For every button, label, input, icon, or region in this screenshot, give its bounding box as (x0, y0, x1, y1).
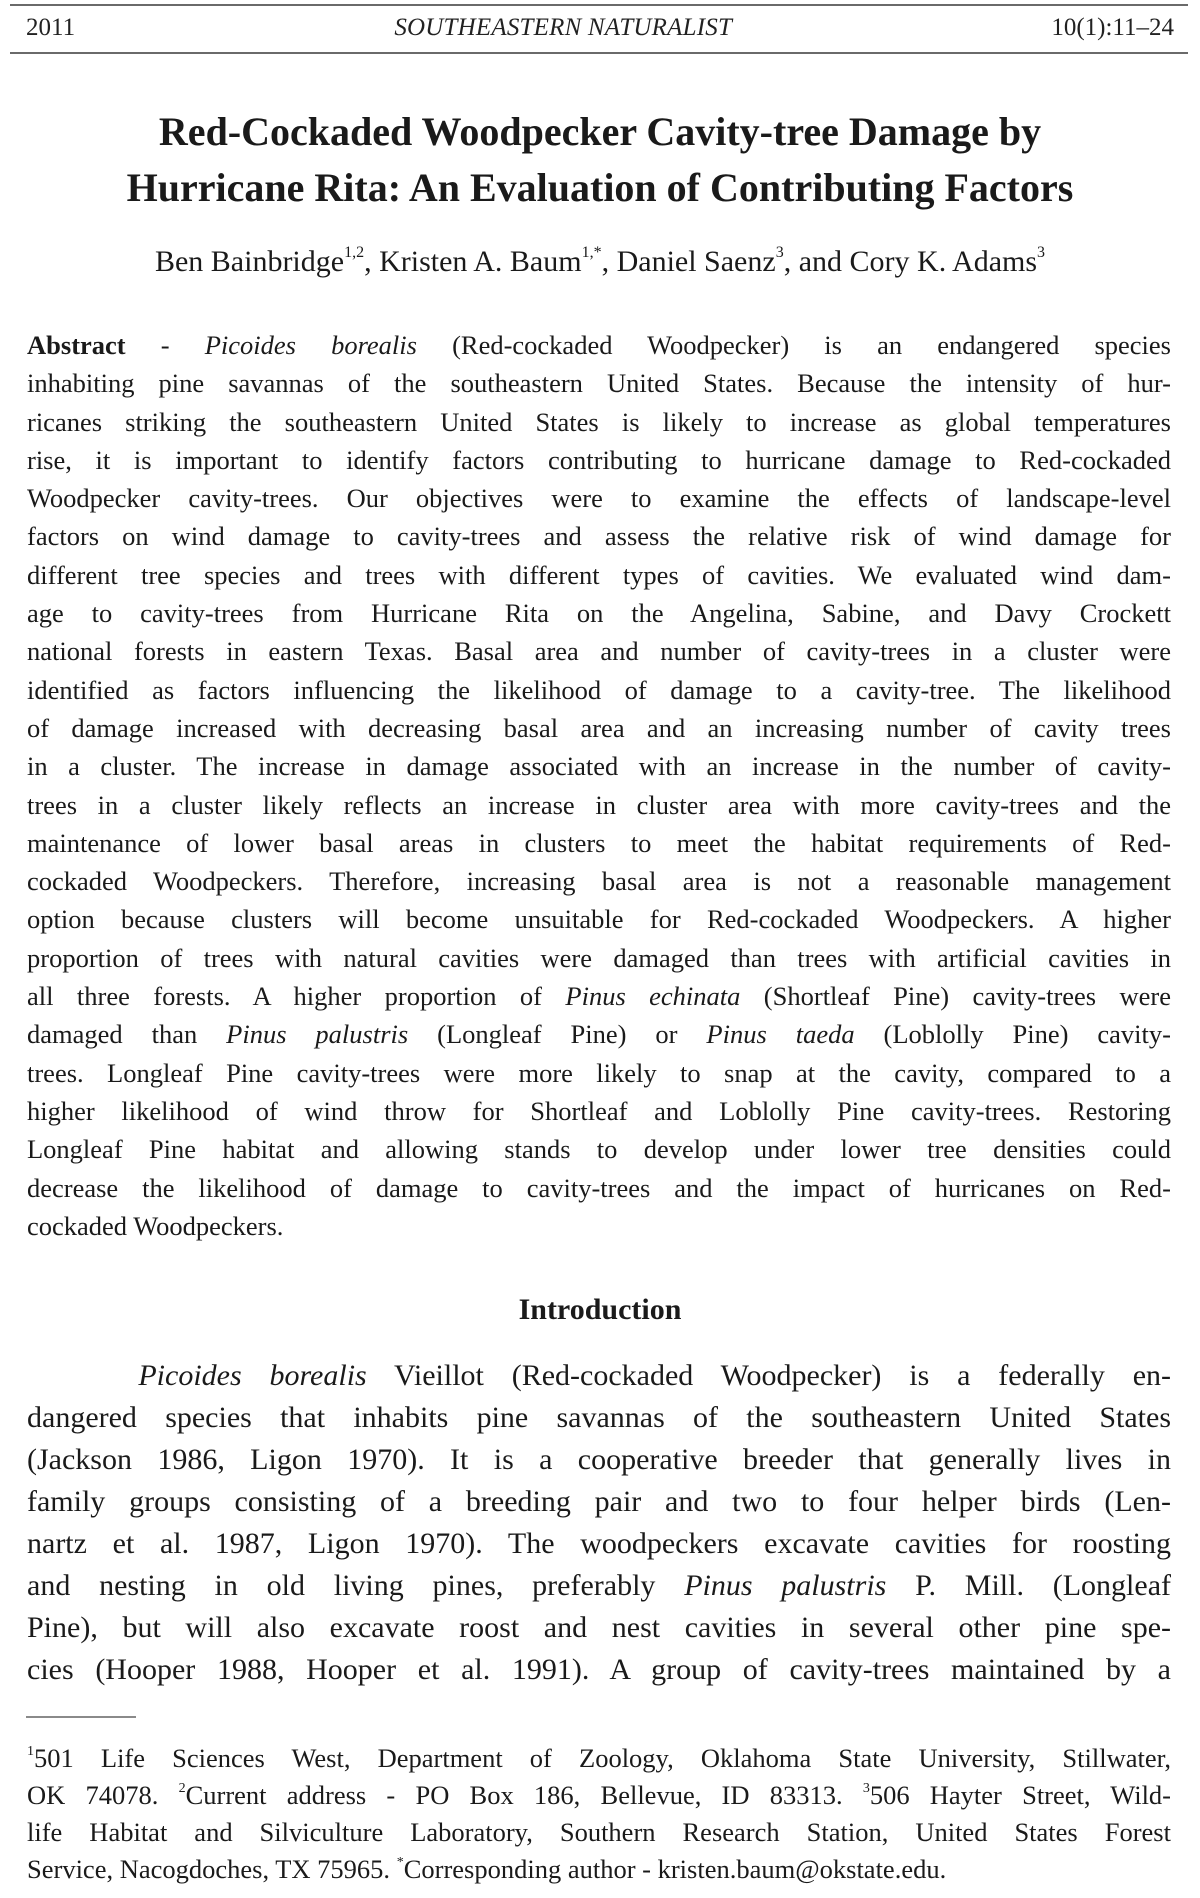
abstract-line (27, 1169, 1171, 1207)
abstract-label: Abstract (27, 330, 126, 360)
title-line-2: Hurricane Rita: An Evaluation of Contributing Factors (126, 165, 1074, 210)
running-head (26, 10, 1174, 46)
text-run: higher likelihood of wind throw for Shortleaf and Loblolly Pine cavity-trees. Restoring (27, 1095, 1171, 1126)
text-run: decrease the likelihood of damage to cavity-trees and the impact of hurricanes on Red- (27, 1172, 1171, 1203)
text-run: option because clusters will become unsuitable for Red-cockaded Woodpeckers. A higher (27, 904, 1171, 935)
abstract-line (27, 326, 1171, 364)
footnote-line (27, 1740, 1171, 1777)
abstract-line (27, 594, 1171, 632)
introduction-line (27, 1481, 1171, 1523)
text-run: national forests in eastern Texas. Basal area and number of cavity-trees in a cluster were (27, 636, 1171, 667)
introduction-line (27, 1523, 1171, 1565)
author-name: Daniel Saenz (616, 245, 776, 278)
abstract-line (27, 632, 1171, 670)
footnote-marker: 1 (27, 1744, 34, 1759)
introduction-line (27, 1649, 1171, 1691)
text-run: (Jackson 1986, Ligon 1970). It is a cooperative breeder that generally lives in (27, 1443, 1171, 1476)
text-run: Vieillot (Red-cockaded Woodpecker) is a federally en- (366, 1359, 1172, 1392)
introduction-line (27, 1397, 1171, 1439)
text-run: cockaded Woodpeckers. (27, 1210, 284, 1241)
abstract-line (27, 517, 1171, 555)
abstract-line (27, 1054, 1171, 1092)
abstract-line (27, 747, 1171, 785)
section-heading-introduction: Introduction (518, 1293, 682, 1326)
text-run: in a cluster. The increase in damage associated with an increase in the number of cavity- (27, 751, 1171, 782)
text-run: (Shortleaf Pine) cavity-trees were (740, 981, 1171, 1012)
author-name: Cory K. Adams (849, 245, 1038, 278)
text-run (27, 1359, 138, 1392)
introduction-line (27, 1565, 1171, 1607)
header-citation: 10(1):11–24 (1051, 14, 1174, 41)
text-run: (Red-cockaded Woodpecker) is an endangered species (416, 330, 1171, 360)
text-run: and nesting in old living pines, preferably (27, 1569, 685, 1602)
author-affiliation-marker: 3 (775, 244, 784, 261)
abstract-line (27, 479, 1171, 517)
abstract-line (27, 1015, 1171, 1053)
text-run: life Habitat and Silviculture Laboratory, Southern Research Station, United States Forest (27, 1817, 1171, 1847)
text-run: Woodpecker cavity-trees. Our objectives were to examine the effects of landscape-level (27, 483, 1171, 514)
text-run: nartz et al. 1987, Ligon 1970). The woodpeckers excavate cavities for roosting (27, 1527, 1171, 1560)
text-run: dangered species that inhabits pine savannas of the southeastern United States (27, 1401, 1171, 1434)
abstract-line (27, 671, 1171, 709)
abstract-line (27, 900, 1171, 938)
abstract-dash: - (125, 330, 205, 360)
author-name: Ben Bainbridge (154, 245, 345, 278)
author-affiliation-marker: 1,* (581, 244, 602, 261)
species-name: Pinus taeda (706, 1019, 855, 1050)
footnote-divider (26, 1716, 136, 1718)
footnote-line (27, 1777, 1171, 1814)
text-run: (Longleaf Pine) or (408, 1019, 707, 1050)
text-run: OK 74078. (27, 1780, 179, 1810)
abstract-line (27, 939, 1171, 977)
text-run: Service, Nacogdoches, TX 75965. (27, 1854, 397, 1884)
footnote-line (27, 1814, 1171, 1851)
header-rule-bottom (10, 52, 1188, 54)
text-run: factors on wind damage to cavity-trees and assess the relative risk of wind damage for (27, 521, 1171, 552)
header-journal-name: SOUTHEASTERN NATURALIST (394, 14, 733, 41)
text-run: rise, it is important to identify factors contributing to hurricane damage to Red-cockaded (27, 444, 1171, 475)
text-run: cockaded Woodpeckers. Therefore, increasing basal area is not a reasonable management (27, 866, 1171, 897)
text-run: Longleaf Pine habitat and allowing stands to develop under lower tree densities could (27, 1134, 1171, 1165)
author-list: Ben Bainbridge$^{1,2}$, Kristen A. Baum$^{1,*}$, Daniel Saenz$^3$, and Cory K. Adams$^3$ (154, 244, 1046, 278)
text-run: of damage increased with decreasing basal area and an increasing number of cavity trees (27, 712, 1171, 743)
article-title (40, 104, 1160, 216)
abstract-line (27, 824, 1171, 862)
abstract-line (27, 709, 1171, 747)
introduction-body (27, 1355, 1171, 1691)
footnote-marker: * (396, 1855, 404, 1870)
abstract-line (27, 786, 1171, 824)
text-run: proportion of trees with natural cavities were damaged than trees with artificial cavities in (27, 942, 1171, 973)
text-run: different tree species and trees with different types of cavities. We evaluated wind dam- (27, 559, 1171, 590)
text-run: 501 Life Sciences West, Department of Zoology, Oklahoma State University, Stillwater, (34, 1743, 1171, 1773)
abstract-line (27, 364, 1171, 402)
text-run: Pine), but will also excavate roost and nest cavities in several other pine spe- (27, 1611, 1171, 1644)
text-run: all three forests. A higher proportion of (27, 981, 566, 1012)
text-run: ricanes striking the southeastern United States is likely to increase as global temperatures (27, 406, 1171, 437)
text-run: trees in a cluster likely reflects an increase in cluster area with more cavity-trees and the (27, 789, 1171, 820)
species-name: Picoides borealis (138, 1359, 367, 1392)
title-line-1: Red-Cockaded Woodpecker Cavity-tree Damage by (158, 109, 1042, 154)
abstract-line (27, 1207, 1171, 1245)
text-run: damaged than (27, 1019, 227, 1050)
species-name: Pinus echinata (565, 981, 741, 1012)
abstract-line (27, 977, 1171, 1015)
introduction-line (27, 1607, 1171, 1649)
text-run: Current address - PO Box 186, Bellevue, ID 83313. (185, 1780, 863, 1810)
text-run: inhabiting pine savannas of the southeastern United States. Because the intensity of hur- (27, 368, 1171, 399)
text-run: 506 Hayter Street, Wild- (869, 1780, 1172, 1810)
introduction-line (27, 1355, 1171, 1397)
abstract-line (27, 1130, 1171, 1168)
author-affiliation-marker: 1,2 (344, 244, 365, 261)
introduction-line (27, 1439, 1171, 1481)
abstract (27, 326, 1171, 1245)
footnote-marker: 2 (178, 1781, 186, 1796)
abstract-line (27, 862, 1171, 900)
text-run: maintenance of lower basal areas in clusters to meet the habitat requirements of Red- (27, 827, 1171, 858)
text-run: identified as factors influencing the likelihood of damage to a cavity-tree. The likelihood (27, 674, 1171, 705)
author-affiliation-marker: 3 (1037, 244, 1046, 261)
header-year: 2011 (26, 14, 76, 41)
footnote-line (27, 1851, 1171, 1888)
abstract-line (27, 556, 1171, 594)
text-run: family groups consisting of a breeding pair and two to four helper birds (Len- (27, 1485, 1171, 1518)
affiliation-footnotes (27, 1740, 1171, 1888)
author-name: Kristen A. Baum (379, 245, 582, 278)
text-run: trees. Longleaf Pine cavity-trees were more likely to snap at the cavity, compared to a (27, 1057, 1171, 1088)
text-run: age to cavity-trees from Hurricane Rita on the Angelina, Sabine, and Davy Crockett (27, 598, 1171, 629)
abstract-line (27, 441, 1171, 479)
species-name: Pinus palustris (226, 1019, 409, 1050)
species-name: Pinus palustris (684, 1569, 887, 1602)
abstract-line (27, 403, 1171, 441)
text-run: cies (Hooper 1988, Hooper et al. 1991). A group of cavity-trees maintained by a (27, 1653, 1171, 1686)
abstract-line (27, 1092, 1171, 1130)
text-run: P. Mill. (Longleaf (886, 1569, 1171, 1602)
footnote-marker: 3 (862, 1781, 870, 1796)
species-name: Picoides borealis (204, 330, 417, 360)
text-run: Corresponding author - kristen.baum@okstate.edu. (403, 1854, 947, 1884)
header-rule-top (10, 4, 1188, 6)
text-run: (Loblolly Pine) cavity- (854, 1019, 1171, 1050)
